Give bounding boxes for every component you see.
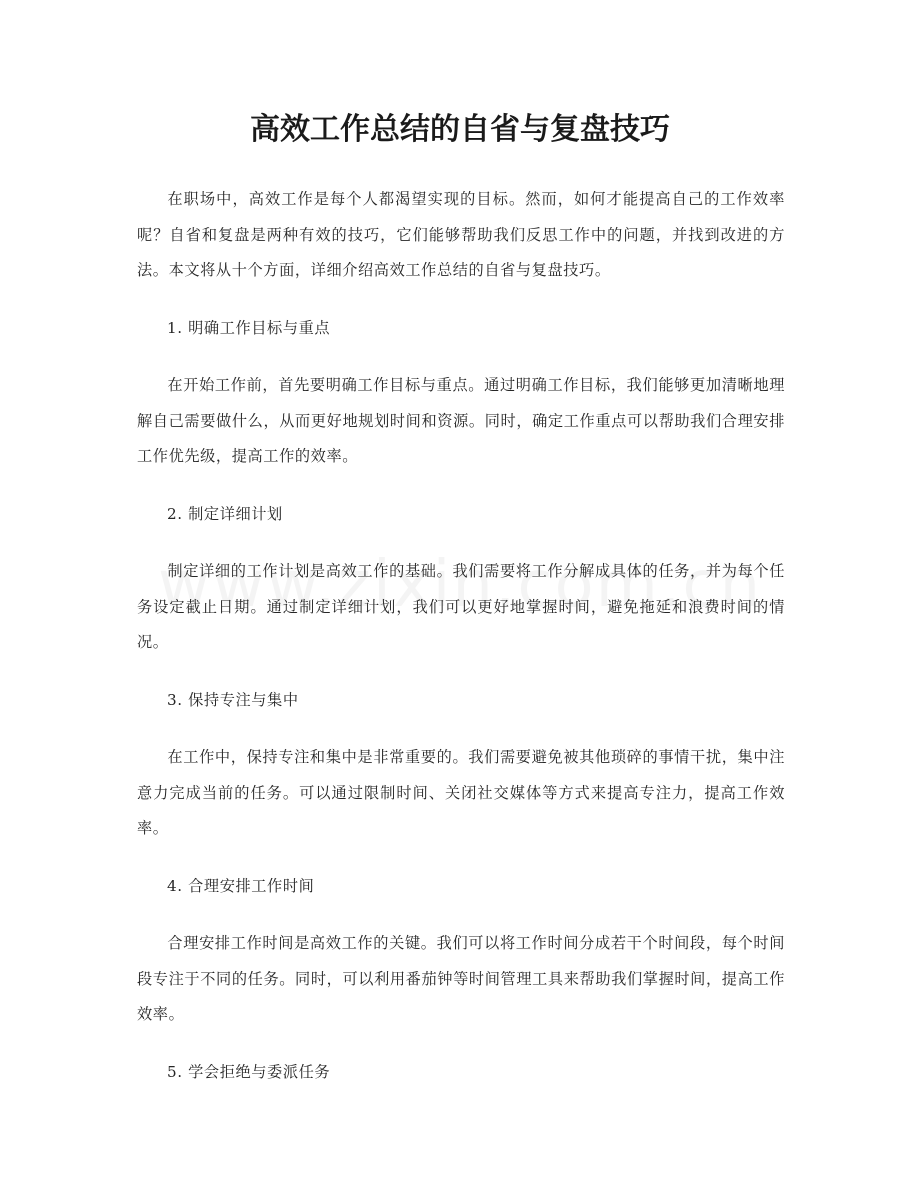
page-title: 高效工作总结的自省与复盘技巧 [250, 112, 670, 147]
document-body [137, 182, 785, 1090]
section-heading-4: 4. 合理安排工作时间 [167, 876, 315, 895]
section-heading-2: 2. 制定详细计划 [167, 504, 283, 523]
section-heading-1: 1. 明确工作目标与重点 [167, 318, 331, 337]
section-heading-5: 5. 学会拒绝与委派任务 [167, 1062, 331, 1081]
section-body-2: 制定详细的工作计划是高效工作的基础。我们需要将工作分解成具体的任务，并为每个任务设定截止日期。通过制定详细计划，我们可以更好地掌握时间，避免拖延和浪费时间的情况。 [137, 562, 785, 651]
section-body-4: 合理安排工作时间是高效工作的关键。我们可以将工作时间分成若干个时间段，每个时间段专注于不同的任务。同时，可以利用番茄钟等时间管理工具来帮助我们掌握时间，提高工作效率。 [137, 934, 785, 1023]
section-body-1: 在开始工作前，首先要明确工作目标与重点。通过明确工作目标，我们能够更加清晰地理解自己需要做什么，从而更好地规划时间和资源。同时，确定工作重点可以帮助我们合理安排工作优先级，提高工作的效率。 [137, 376, 785, 465]
section-body-3: 在工作中，保持专注和集中是非常重要的。我们需要避免被其他琐碎的事情干扰，集中注意力完成当前的任务。可以通过限制时间、关闭社交媒体等方式来提高专注力，提高工作效率。 [137, 748, 785, 837]
section-heading-3: 3. 保持专注与集中 [167, 690, 299, 709]
intro-paragraph: 在职场中，高效工作是每个人都渴望实现的目标。然而，如何才能提高自己的工作效率呢？自省和复盘是两种有效的技巧，它们能够帮助我们反思工作中的问题，并找到改进的方法。本文将从十个方面，详细介绍高效工作总结的自省与复盘技巧。 [137, 190, 785, 279]
